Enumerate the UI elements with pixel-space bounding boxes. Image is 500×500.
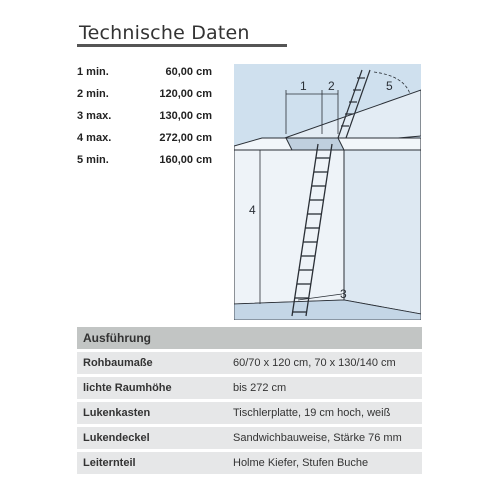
table-row bbox=[77, 402, 422, 424]
dimension-label: 5 min. bbox=[77, 154, 109, 166]
row-value: Sandwichbauweise, Stärke 76 mm bbox=[233, 432, 402, 444]
hatch-opening bbox=[286, 138, 344, 150]
row-key: Rohbaumaße bbox=[83, 357, 153, 369]
dimension-value: 160,00 cm bbox=[159, 154, 212, 166]
row-key: lichte Raumhöhe bbox=[83, 382, 172, 394]
dimension-row bbox=[77, 110, 212, 132]
dimension-label: 2 min. bbox=[77, 88, 109, 100]
row-key: Lukendeckel bbox=[83, 432, 150, 444]
diagram-label-5: 5 bbox=[386, 79, 393, 93]
row-value: Tischlerplatte, 19 cm hoch, weiß bbox=[233, 407, 391, 419]
diagram-label-3: 3 bbox=[340, 287, 347, 301]
dimension-row bbox=[77, 132, 212, 154]
right-wall bbox=[344, 150, 421, 314]
dimension-label: 1 min. bbox=[77, 66, 109, 78]
attic-ladder-illustration bbox=[234, 64, 421, 320]
dimension-label: 4 max. bbox=[77, 132, 112, 144]
dimension-value: 60,00 cm bbox=[165, 66, 212, 78]
table-row bbox=[77, 352, 422, 374]
diagram-label-2: 2 bbox=[328, 79, 335, 93]
dimension-value: 130,00 cm bbox=[159, 110, 212, 122]
row-value: Holme Kiefer, Stufen Buche bbox=[233, 457, 369, 469]
table-row bbox=[77, 427, 422, 449]
table-row bbox=[77, 377, 422, 399]
dimension-label: 3 max. bbox=[77, 110, 112, 122]
dimension-row bbox=[77, 154, 212, 176]
dimension-value: 120,00 cm bbox=[159, 88, 212, 100]
dimensions-list bbox=[77, 66, 212, 176]
specs-table-header: Ausführung bbox=[77, 327, 422, 349]
dimension-value: 272,00 cm bbox=[159, 132, 212, 144]
page-title: Technische Daten bbox=[79, 22, 250, 44]
row-value: bis 272 cm bbox=[233, 382, 287, 394]
diagram-label-4: 4 bbox=[249, 203, 256, 217]
row-key: Leiternteil bbox=[83, 457, 136, 469]
row-key: Lukenkasten bbox=[83, 407, 151, 419]
table-row bbox=[77, 452, 422, 474]
row-value: 60/70 x 120 cm, 70 x 130/140 cm bbox=[233, 357, 396, 369]
dimension-row bbox=[77, 66, 212, 88]
dimension-row bbox=[77, 88, 212, 110]
specs-table bbox=[77, 327, 422, 474]
diagram-label-1: 1 bbox=[300, 79, 307, 93]
title-underline bbox=[77, 44, 287, 47]
